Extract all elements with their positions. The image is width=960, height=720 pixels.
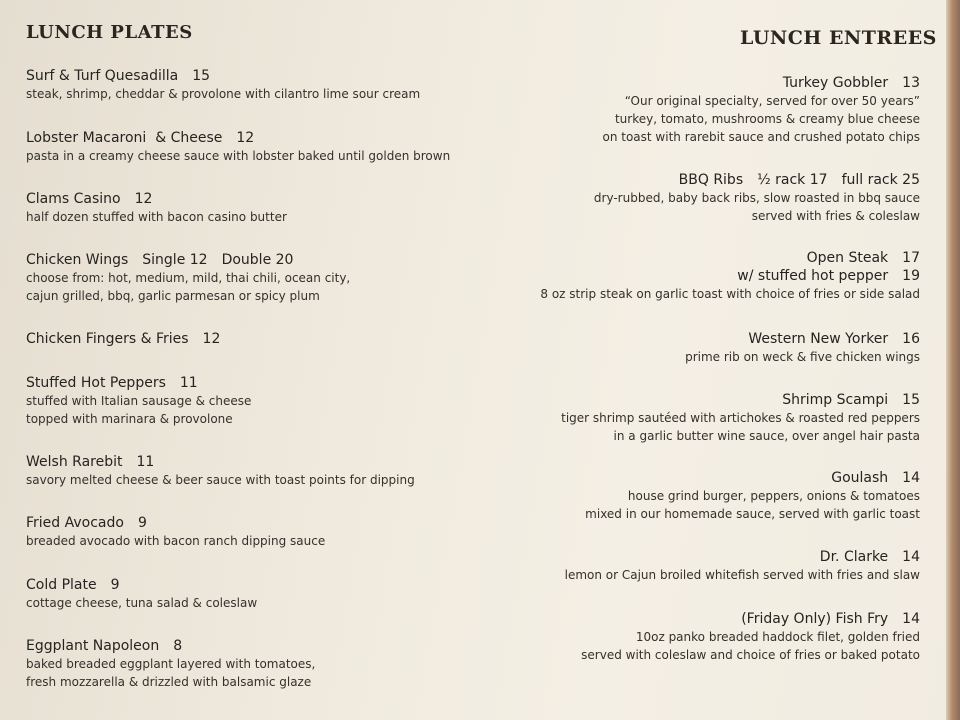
menu-item-dr-clarke [565,548,920,584]
item-description: topped with marinara & provolone [26,412,233,426]
item-price: 11 [136,454,155,470]
menu-item-western-new-yorker [685,330,920,366]
item-description: on toast with rarebit sauce and crushed potato chips [602,130,920,144]
item-description: breaded avocado with bacon ranch dipping sauce [26,534,326,548]
item-price: 15 [192,68,211,84]
menu-item-goulash [585,469,920,523]
item-price: 8 [173,638,183,654]
item-price: 14 [902,470,920,486]
item-description: house grind burger, peppers, onions & tomatoes [627,489,920,503]
item-description: mixed in our homemade sauce, served with garlic toast [585,507,920,521]
lunch-plates-heading: LUNCH PLATES [26,22,193,43]
item-description: steak, shrimp, cheddar & provolone with cilantro lime sour cream [26,87,421,101]
menu-item-shrimp-scampi [561,391,920,445]
item-name: Dr. Clarke [819,549,889,565]
item-name: Goulash [831,470,889,486]
item-description: tiger shrimp sautéed with artichokes & roasted red peppers [561,411,920,425]
item-name: (Friday Only) Fish Fry [741,611,889,627]
item-description: baked breaded eggplant layered with tomatoes, [26,657,316,671]
item-price: 15 [902,392,920,408]
item-name: Shrimp Scampi [782,392,889,408]
item-name: Turkey Gobbler [782,75,889,91]
item-name: Welsh Rarebit [26,454,123,470]
item-price: 14 [902,549,920,565]
item-description: in a garlic butter wine sauce, over angel hair pasta [613,429,920,443]
item-name: Eggplant Napoleon [26,638,160,654]
item-price: 17 [902,250,920,266]
item-description: prime rib on weck & five chicken wings [685,350,920,364]
item-price: 13 [902,75,920,91]
item-name: Western New Yorker [748,331,889,347]
item-name: Surf & Turf Quesadilla [26,68,179,84]
item-price: 16 [902,331,920,347]
item-price: 9 [110,577,120,593]
item-variant-name: w/ stuffed hot pepper [737,268,889,284]
item-price: 14 [902,611,920,627]
item-variant-price: 19 [902,268,920,284]
item-price-half-rack: ½ rack 17 [757,172,828,188]
item-description: dry-rubbed, baby back ribs, slow roasted in bbq sauce [593,191,920,205]
item-description: served with fries & coleslaw [751,209,920,223]
item-description: fresh mozzarella & drizzled with balsamic glaze [26,675,312,689]
item-name: Stuffed Hot Peppers [26,375,166,391]
item-name: Open Steak [806,250,889,266]
menu-item-turkey-gobbler [602,74,920,146]
item-name: Chicken Fingers & Fries [26,331,189,347]
lunch-entrees-heading: LUNCH ENTREES [740,27,937,49]
item-price-single: Single 12 [142,252,208,268]
item-price-full-rack: full rack 25 [841,172,920,188]
item-price: 12 [134,191,153,207]
item-description: lemon or Cajun broiled whitefish served with fries and slaw [564,568,920,582]
item-description: savory melted cheese & beer sauce with toast points for dipping [26,473,415,487]
item-name: Lobster Macaroni & Cheese [26,130,223,146]
menu-item-open-steak [540,249,920,303]
item-price: 9 [137,515,147,531]
item-description: 8 oz strip steak on garlic toast with choice of fries or side salad [540,287,920,301]
item-name: Fried Avocado [26,515,124,531]
item-description: half dozen stuffed with bacon casino butter [26,210,287,224]
item-description: cottage cheese, tuna salad & coleslaw [26,596,258,610]
item-description: served with coleslaw and choice of fries or baked potato [581,648,920,662]
item-name: Cold Plate [26,577,97,593]
item-price: 11 [179,375,198,391]
item-description: 10oz panko breaded haddock filet, golden fried [635,630,920,644]
item-description: cajun grilled, bbq, garlic parmesan or spicy plum [26,289,320,303]
item-description: choose from: hot, medium, mild, thai chili, ocean city, [26,271,351,285]
item-description: stuffed with Italian sausage & cheese [26,394,252,408]
menu-item-fish-fry [581,610,920,664]
menu-item-bbq-ribs [594,171,920,225]
item-tagline: “Our original specialty, served for over 50 years” [624,94,920,108]
item-name: Clams Casino [26,191,121,207]
item-description: turkey, tomato, mushrooms & creamy blue cheese [614,112,920,126]
item-price: 12 [236,130,255,146]
item-price: 12 [202,331,221,347]
item-name: Chicken Wings [26,252,129,268]
item-price-double: Double 20 [221,252,294,268]
item-description: pasta in a creamy cheese sauce with lobster baked until golden brown [26,149,451,163]
item-name: BBQ Ribs [678,172,744,188]
